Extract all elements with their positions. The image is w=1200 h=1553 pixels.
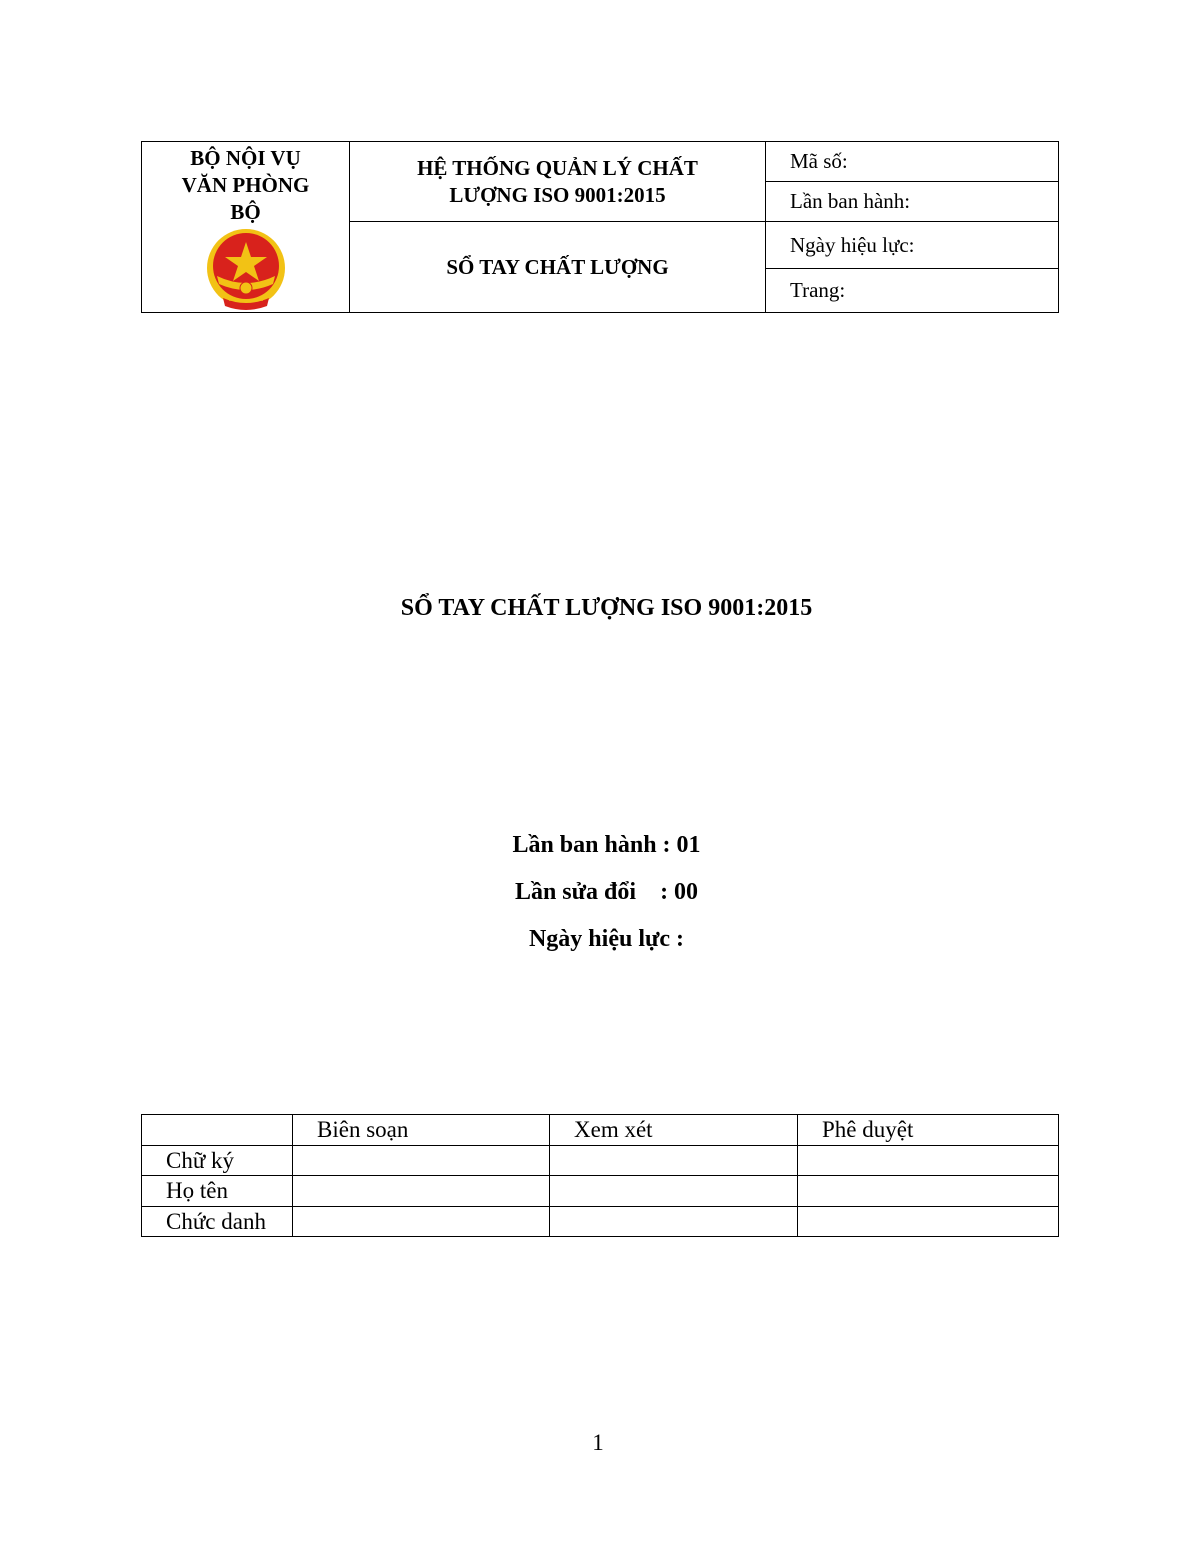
system-title-cell bbox=[350, 142, 766, 222]
document-header-table bbox=[141, 141, 1059, 313]
table-cell bbox=[550, 1176, 798, 1207]
organization-cell bbox=[142, 142, 350, 313]
table-cell bbox=[550, 1145, 798, 1176]
row-label: Chữ ký bbox=[142, 1145, 293, 1176]
issue-line: Lần ban hành : 01 bbox=[512, 832, 701, 858]
table-cell bbox=[550, 1206, 798, 1237]
table-header-cell bbox=[142, 1115, 293, 1146]
table-cell bbox=[293, 1206, 550, 1237]
system-title-line: LƯỢNG ISO 9001:2015 bbox=[449, 182, 666, 207]
revision-value: : 00 bbox=[660, 879, 699, 905]
system-title-line: HỆ THỐNG QUẢN LÝ CHẤT bbox=[417, 155, 698, 180]
effective-date-field: Ngày hiệu lực: bbox=[766, 222, 1059, 269]
table-header-cell: Biên soạn bbox=[293, 1115, 550, 1146]
doc-title-cell: SỔ TAY CHẤT LƯỢNG bbox=[350, 222, 766, 313]
org-line: VĂN PHÒNG bbox=[181, 173, 310, 197]
org-line: BỘ NỘI VỤ bbox=[190, 146, 301, 170]
row-label: Chức danh bbox=[142, 1206, 293, 1237]
signature-table bbox=[141, 1114, 1059, 1237]
organization-name bbox=[142, 145, 349, 226]
table-header-cell: Xem xét bbox=[550, 1115, 798, 1146]
revision-line bbox=[0, 879, 1200, 906]
table-cell bbox=[798, 1145, 1059, 1176]
revision-label: Lần sửa đổi bbox=[514, 879, 637, 905]
issue-field: Lần ban hành: bbox=[766, 182, 1059, 222]
code-field: Mã số: bbox=[766, 142, 1059, 182]
table-row bbox=[142, 1145, 1059, 1176]
national-emblem-icon bbox=[203, 228, 289, 312]
row-label: Họ tên bbox=[142, 1176, 293, 1207]
org-line: BỘ bbox=[230, 200, 261, 224]
table-row bbox=[142, 1176, 1059, 1207]
effective-line: Ngày hiệu lực : bbox=[528, 926, 685, 952]
document-title: SỔ TAY CHẤT LƯỢNG ISO 9001:2015 bbox=[400, 595, 813, 621]
page-field: Trang: bbox=[766, 269, 1059, 313]
table-row bbox=[142, 1206, 1059, 1237]
table-header-row bbox=[142, 1115, 1059, 1146]
table-cell bbox=[293, 1145, 550, 1176]
table-header-cell: Phê duyệt bbox=[798, 1115, 1059, 1146]
page-number: 1 bbox=[592, 1430, 604, 1455]
table-cell bbox=[293, 1176, 550, 1207]
table-cell bbox=[798, 1206, 1059, 1237]
table-cell bbox=[798, 1176, 1059, 1207]
